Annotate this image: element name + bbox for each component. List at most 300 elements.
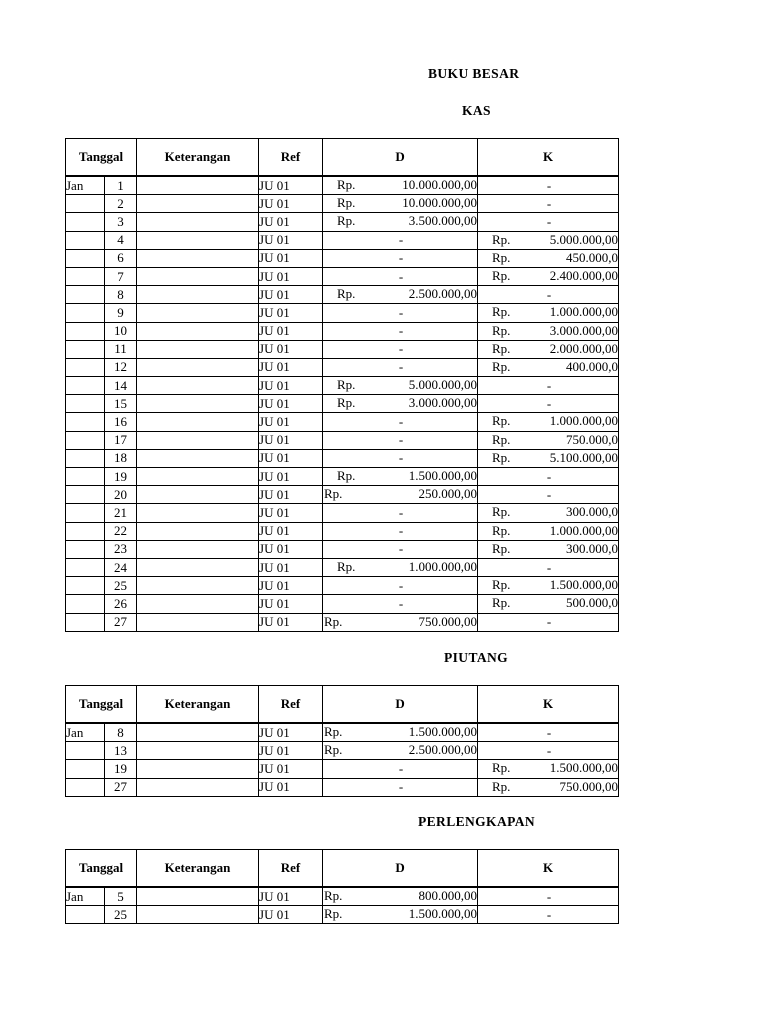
- amount-value: 3.000.000,00: [549, 322, 619, 338]
- debit-amount-cell: [323, 195, 478, 213]
- currency-label: Rp.: [492, 431, 511, 447]
- header-debit: D: [323, 850, 478, 888]
- header-row: [66, 686, 619, 724]
- day-cell: 15: [105, 395, 137, 413]
- amount-value: 450.000,0: [566, 249, 619, 265]
- day-cell: 17: [105, 431, 137, 449]
- table-body: [66, 887, 619, 924]
- header-credit: K: [478, 850, 619, 888]
- month-cell: [66, 778, 105, 796]
- empty-amount-dash: -: [398, 432, 404, 448]
- empty-amount-dash: -: [546, 377, 552, 393]
- debit-amount-cell: [323, 906, 478, 924]
- day-cell: 7: [105, 267, 137, 285]
- amount-value: 500.000,0: [566, 595, 619, 611]
- month-cell: [66, 213, 105, 231]
- table-header: [66, 686, 619, 724]
- description-cell: [137, 322, 259, 340]
- day-cell: 2: [105, 195, 137, 213]
- day-cell: 11: [105, 340, 137, 358]
- month-cell: [66, 468, 105, 486]
- amount-value: 1.000.000,00: [408, 558, 478, 574]
- credit-amount-cell: [478, 906, 619, 924]
- month-cell: [66, 322, 105, 340]
- amount-value: 400.000,0: [566, 358, 619, 374]
- month-cell: Jan: [66, 887, 105, 906]
- table-row: [66, 431, 619, 449]
- empty-amount-dash: -: [398, 323, 404, 339]
- day-cell: 22: [105, 522, 137, 540]
- table-row: [66, 340, 619, 358]
- amount-value: 1.500.000,00: [408, 468, 478, 483]
- ref-cell: JU 01: [259, 504, 323, 522]
- debit-amount-cell: [323, 304, 478, 322]
- empty-amount-dash: -: [398, 577, 404, 593]
- description-cell: [137, 195, 259, 213]
- day-cell: 14: [105, 377, 137, 395]
- debit-amount-cell: [323, 887, 478, 906]
- amount-value: 1.000.000,00: [549, 522, 619, 538]
- credit-amount-cell: [478, 449, 619, 467]
- currency-label: Rp.: [492, 778, 511, 794]
- ref-cell: JU 01: [259, 286, 323, 304]
- empty-amount-dash: -: [398, 504, 404, 520]
- table-row: [66, 613, 619, 631]
- description-cell: [137, 449, 259, 467]
- credit-amount-cell: [478, 231, 619, 249]
- debit-amount-cell: [323, 176, 478, 195]
- currency-label: Rp.: [492, 231, 511, 247]
- empty-amount-dash: -: [546, 906, 552, 922]
- credit-amount-cell: [478, 595, 619, 613]
- ref-cell: JU 01: [259, 742, 323, 760]
- credit-amount-cell: [478, 468, 619, 486]
- description-cell: [137, 267, 259, 285]
- amount-value: 3.500.000,00: [408, 213, 478, 229]
- empty-amount-dash: -: [546, 614, 552, 630]
- month-cell: [66, 286, 105, 304]
- debit-amount-cell: [323, 267, 478, 285]
- ref-cell: JU 01: [259, 249, 323, 267]
- amount-value: 250.000,00: [418, 486, 478, 502]
- ledger-table-perlengkapan: [65, 849, 619, 924]
- day-cell: 18: [105, 449, 137, 467]
- header-description: Keterangan: [137, 850, 259, 888]
- amount-value: 2.500.000,00: [408, 742, 478, 758]
- ref-cell: JU 01: [259, 213, 323, 231]
- month-cell: [66, 449, 105, 467]
- ref-cell: JU 01: [259, 558, 323, 576]
- credit-amount-cell: [478, 486, 619, 504]
- month-cell: [66, 377, 105, 395]
- credit-amount-cell: [478, 887, 619, 906]
- credit-amount-cell: [478, 176, 619, 195]
- description-cell: [137, 358, 259, 376]
- debit-amount-cell: [323, 431, 478, 449]
- currency-label: Rp.: [337, 395, 356, 411]
- description-cell: [137, 778, 259, 796]
- empty-amount-dash: -: [398, 359, 404, 375]
- ref-cell: JU 01: [259, 195, 323, 213]
- day-cell: 12: [105, 358, 137, 376]
- empty-amount-dash: -: [546, 395, 552, 411]
- debit-amount-cell: [323, 468, 478, 486]
- currency-label: Rp.: [492, 267, 511, 283]
- table-row: [66, 231, 619, 249]
- month-cell: [66, 395, 105, 413]
- table-row: [66, 723, 619, 742]
- header-date: Tanggal: [66, 686, 137, 724]
- description-cell: [137, 558, 259, 576]
- table-row: [66, 322, 619, 340]
- currency-label: Rp.: [337, 558, 356, 574]
- table-row: [66, 358, 619, 376]
- credit-amount-cell: [478, 195, 619, 213]
- amount-value: 750.000,0: [566, 431, 619, 447]
- description-cell: [137, 340, 259, 358]
- currency-label: Rp.: [492, 304, 511, 320]
- currency-label: Rp.: [492, 322, 511, 338]
- empty-amount-dash: -: [546, 724, 552, 740]
- table-row: [66, 449, 619, 467]
- day-cell: 27: [105, 778, 137, 796]
- day-cell: 8: [105, 723, 137, 742]
- ref-cell: JU 01: [259, 267, 323, 285]
- description-cell: [137, 906, 259, 924]
- currency-label: Rp.: [492, 449, 511, 465]
- ref-cell: JU 01: [259, 449, 323, 467]
- credit-amount-cell: [478, 267, 619, 285]
- table-header: [66, 850, 619, 888]
- ref-cell: JU 01: [259, 540, 323, 558]
- empty-amount-dash: -: [398, 232, 404, 248]
- amount-value: 2.000.000,00: [549, 340, 619, 356]
- credit-amount-cell: [478, 304, 619, 322]
- empty-amount-dash: -: [546, 177, 552, 193]
- currency-label: Rp.: [324, 742, 343, 758]
- table-row: [66, 595, 619, 613]
- month-cell: [66, 340, 105, 358]
- section-title-piutang: PIUTANG: [444, 650, 509, 665]
- header-description: Keterangan: [137, 686, 259, 724]
- month-cell: Jan: [66, 176, 105, 195]
- debit-amount-cell: [323, 486, 478, 504]
- table-row: [66, 413, 619, 431]
- debit-amount-cell: [323, 413, 478, 431]
- currency-label: Rp.: [324, 906, 343, 922]
- description-cell: [137, 760, 259, 778]
- credit-amount-cell: [478, 742, 619, 760]
- amount-value: 1.500.000,00: [549, 577, 619, 593]
- ref-cell: JU 01: [259, 486, 323, 504]
- amount-value: 3.000.000,00: [408, 395, 478, 411]
- day-cell: 21: [105, 504, 137, 522]
- currency-label: Rp.: [324, 724, 343, 739]
- empty-amount-dash: -: [398, 541, 404, 557]
- debit-amount-cell: [323, 742, 478, 760]
- description-cell: [137, 504, 259, 522]
- month-cell: [66, 558, 105, 576]
- credit-amount-cell: [478, 431, 619, 449]
- amount-value: 1.000.000,00: [549, 304, 619, 320]
- currency-label: Rp.: [337, 468, 356, 483]
- ref-cell: JU 01: [259, 906, 323, 924]
- month-cell: [66, 267, 105, 285]
- credit-amount-cell: [478, 522, 619, 540]
- month-cell: [66, 413, 105, 431]
- ref-cell: JU 01: [259, 395, 323, 413]
- currency-label: Rp.: [492, 249, 511, 265]
- header-credit: K: [478, 686, 619, 724]
- description-cell: [137, 577, 259, 595]
- currency-label: Rp.: [337, 213, 356, 229]
- ledger-table-piutang: [65, 685, 619, 797]
- currency-label: Rp.: [492, 577, 511, 593]
- section-title-perlengkapan: PERLENGKAPAN: [418, 814, 536, 829]
- section-title-kas: KAS: [462, 103, 491, 118]
- month-cell: [66, 249, 105, 267]
- month-cell: [66, 304, 105, 322]
- credit-amount-cell: [478, 558, 619, 576]
- table-row: [66, 468, 619, 486]
- table-row: [66, 558, 619, 576]
- description-cell: [137, 231, 259, 249]
- page-title: BUKU BESAR: [428, 66, 520, 81]
- table-row: [66, 286, 619, 304]
- debit-amount-cell: [323, 340, 478, 358]
- month-cell: [66, 431, 105, 449]
- day-cell: 24: [105, 558, 137, 576]
- header-debit: D: [323, 686, 478, 724]
- ref-cell: JU 01: [259, 322, 323, 340]
- day-cell: 20: [105, 486, 137, 504]
- ref-cell: JU 01: [259, 887, 323, 906]
- currency-label: Rp.: [492, 504, 511, 520]
- month-cell: [66, 486, 105, 504]
- day-cell: 3: [105, 213, 137, 231]
- description-cell: [137, 176, 259, 195]
- credit-amount-cell: [478, 413, 619, 431]
- empty-amount-dash: -: [546, 888, 552, 904]
- day-cell: 19: [105, 468, 137, 486]
- currency-label: Rp.: [492, 522, 511, 538]
- header-row: [66, 139, 619, 177]
- debit-amount-cell: [323, 778, 478, 796]
- month-cell: [66, 504, 105, 522]
- month-cell: [66, 195, 105, 213]
- day-cell: 13: [105, 742, 137, 760]
- amount-value: 2.400.000,00: [549, 267, 619, 283]
- day-cell: 19: [105, 760, 137, 778]
- amount-value: 1.000.000,00: [549, 413, 619, 429]
- empty-amount-dash: -: [546, 468, 552, 484]
- day-cell: 23: [105, 540, 137, 558]
- credit-amount-cell: [478, 286, 619, 304]
- empty-amount-dash: -: [398, 250, 404, 266]
- empty-amount-dash: -: [546, 486, 552, 502]
- empty-amount-dash: -: [398, 523, 404, 539]
- credit-amount-cell: [478, 540, 619, 558]
- currency-label: Rp.: [337, 195, 356, 211]
- description-cell: [137, 540, 259, 558]
- month-cell: [66, 742, 105, 760]
- ref-cell: JU 01: [259, 468, 323, 486]
- debit-amount-cell: [323, 613, 478, 631]
- month-cell: [66, 760, 105, 778]
- currency-label: Rp.: [324, 613, 343, 629]
- empty-amount-dash: -: [398, 595, 404, 611]
- table-row: [66, 213, 619, 231]
- day-cell: 1: [105, 176, 137, 195]
- debit-amount-cell: [323, 540, 478, 558]
- debit-amount-cell: [323, 558, 478, 576]
- credit-amount-cell: [478, 249, 619, 267]
- empty-amount-dash: -: [398, 760, 404, 776]
- debit-amount-cell: [323, 231, 478, 249]
- amount-value: 5.000.000,00: [408, 377, 478, 393]
- amount-value: 300.000,0: [566, 540, 619, 556]
- table-row: [66, 577, 619, 595]
- debit-amount-cell: [323, 449, 478, 467]
- debit-amount-cell: [323, 595, 478, 613]
- table-row: [66, 778, 619, 796]
- currency-label: Rp.: [324, 486, 343, 502]
- debit-amount-cell: [323, 377, 478, 395]
- credit-amount-cell: [478, 760, 619, 778]
- day-cell: 16: [105, 413, 137, 431]
- amount-value: 1.500.000,00: [408, 724, 478, 739]
- month-cell: [66, 231, 105, 249]
- debit-amount-cell: [323, 358, 478, 376]
- amount-value: 800.000,00: [418, 888, 478, 903]
- day-cell: 26: [105, 595, 137, 613]
- ref-cell: JU 01: [259, 778, 323, 796]
- amount-value: 10.000.000,00: [402, 195, 478, 211]
- header-ref: Ref: [259, 139, 323, 177]
- description-cell: [137, 742, 259, 760]
- credit-amount-cell: [478, 340, 619, 358]
- table-body: [66, 723, 619, 796]
- currency-label: Rp.: [324, 888, 343, 903]
- description-cell: [137, 468, 259, 486]
- currency-label: Rp.: [492, 358, 511, 374]
- credit-amount-cell: [478, 322, 619, 340]
- description-cell: [137, 522, 259, 540]
- ref-cell: JU 01: [259, 723, 323, 742]
- currency-label: Rp.: [492, 595, 511, 611]
- table-row: [66, 540, 619, 558]
- amount-value: 2.500.000,00: [408, 286, 478, 302]
- currency-label: Rp.: [492, 413, 511, 429]
- amount-value: 1.500.000,00: [408, 906, 478, 922]
- ref-cell: JU 01: [259, 595, 323, 613]
- month-cell: [66, 522, 105, 540]
- ref-cell: JU 01: [259, 176, 323, 195]
- day-cell: 10: [105, 322, 137, 340]
- credit-amount-cell: [478, 377, 619, 395]
- header-credit: K: [478, 139, 619, 177]
- debit-amount-cell: [323, 395, 478, 413]
- month-cell: [66, 613, 105, 631]
- table-row: [66, 395, 619, 413]
- month-cell: [66, 577, 105, 595]
- header-date: Tanggal: [66, 139, 137, 177]
- amount-value: 750.000,00: [559, 778, 619, 794]
- amount-value: 750.000,00: [418, 613, 478, 629]
- ref-cell: JU 01: [259, 413, 323, 431]
- month-cell: [66, 358, 105, 376]
- amount-value: 5.100.000,00: [549, 449, 619, 465]
- day-cell: 4: [105, 231, 137, 249]
- debit-amount-cell: [323, 504, 478, 522]
- table-row: [66, 249, 619, 267]
- table-row: [66, 906, 619, 924]
- empty-amount-dash: -: [546, 195, 552, 211]
- description-cell: [137, 377, 259, 395]
- table-row: [66, 486, 619, 504]
- description-cell: [137, 595, 259, 613]
- currency-label: Rp.: [337, 177, 356, 192]
- empty-amount-dash: -: [546, 559, 552, 575]
- description-cell: [137, 431, 259, 449]
- ref-cell: JU 01: [259, 613, 323, 631]
- amount-value: 10.000.000,00: [402, 177, 478, 192]
- day-cell: 25: [105, 577, 137, 595]
- day-cell: 8: [105, 286, 137, 304]
- empty-amount-dash: -: [398, 304, 404, 320]
- empty-amount-dash: -: [398, 450, 404, 466]
- month-cell: [66, 906, 105, 924]
- debit-amount-cell: [323, 723, 478, 742]
- amount-value: 5.000.000,00: [549, 231, 619, 247]
- currency-label: Rp.: [492, 540, 511, 556]
- description-cell: [137, 887, 259, 906]
- day-cell: 25: [105, 906, 137, 924]
- description-cell: [137, 304, 259, 322]
- ref-cell: JU 01: [259, 340, 323, 358]
- table-row: [66, 504, 619, 522]
- debit-amount-cell: [323, 522, 478, 540]
- credit-amount-cell: [478, 358, 619, 376]
- debit-amount-cell: [323, 286, 478, 304]
- ref-cell: JU 01: [259, 431, 323, 449]
- description-cell: [137, 395, 259, 413]
- description-cell: [137, 413, 259, 431]
- table-row: [66, 304, 619, 322]
- credit-amount-cell: [478, 723, 619, 742]
- debit-amount-cell: [323, 249, 478, 267]
- table-row: [66, 887, 619, 906]
- table-row: [66, 195, 619, 213]
- credit-amount-cell: [478, 778, 619, 796]
- table-body: [66, 176, 619, 631]
- amount-value: 1.500.000,00: [549, 760, 619, 776]
- credit-amount-cell: [478, 504, 619, 522]
- table-row: [66, 742, 619, 760]
- table-row: [66, 522, 619, 540]
- day-cell: 5: [105, 887, 137, 906]
- day-cell: 6: [105, 249, 137, 267]
- header-ref: Ref: [259, 686, 323, 724]
- table-row: [66, 267, 619, 285]
- amount-value: 300.000,0: [566, 504, 619, 520]
- ref-cell: JU 01: [259, 358, 323, 376]
- header-description: Keterangan: [137, 139, 259, 177]
- description-cell: [137, 213, 259, 231]
- description-cell: [137, 249, 259, 267]
- day-cell: 9: [105, 304, 137, 322]
- empty-amount-dash: -: [398, 779, 404, 795]
